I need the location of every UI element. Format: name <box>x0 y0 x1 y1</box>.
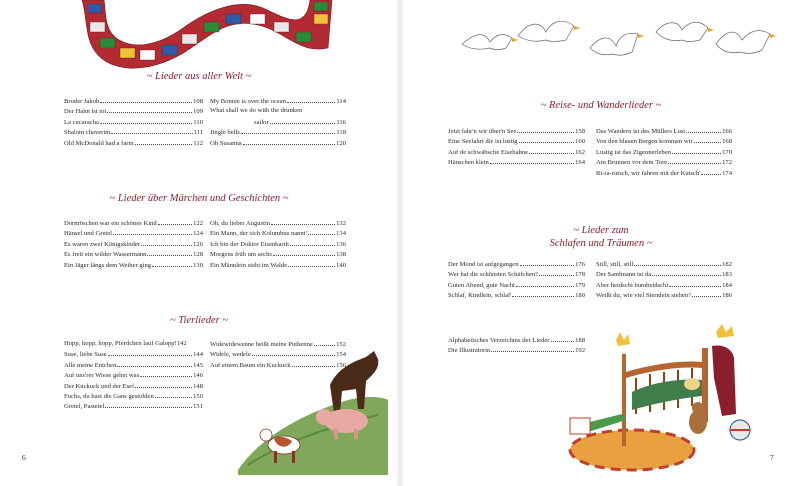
toc-entry <box>448 290 585 300</box>
toc-entry-title: Eine Seefahrt die ist lustig <box>448 138 518 146</box>
toc-entry-title: Hopp, hopp, hopp, Pferdchen lauf Galopp! <box>64 340 177 347</box>
toc-entry <box>210 96 346 106</box>
toc-dots <box>105 401 192 408</box>
toc-dots <box>100 117 192 124</box>
toc-entry-title: sailor <box>254 118 269 126</box>
toc-entry <box>64 96 203 106</box>
toc-entry-title: Der Mond ist aufgegangen <box>448 261 519 268</box>
section-heading-schlafen: ~ Lieder zum <box>573 225 629 236</box>
toc-entry <box>64 218 203 228</box>
toc-entry-page: 174 <box>722 169 732 177</box>
left-page <box>0 0 398 486</box>
toc-column <box>210 218 346 270</box>
toc-entry <box>64 249 203 259</box>
toc-entry-page: 109 <box>193 108 203 116</box>
toc-entry-title: Morgens früh um sechs <box>210 251 272 259</box>
toc-entry-page: 156 <box>336 361 346 369</box>
toc-entry-title: Jingle bells <box>210 129 240 137</box>
toc-entry <box>596 168 732 178</box>
toc-entry-title: Von den blauen Bergen kommen wir <box>596 138 693 146</box>
toc-entry <box>210 127 346 137</box>
toc-entry <box>210 106 346 116</box>
section-heading-maerchen: ~ Lieder über Märchen und Geschichten ~ <box>109 193 289 204</box>
toc-entry-title: Auf uns'rer Wiese gehet was <box>64 372 140 380</box>
toc-entry-page: 116 <box>336 118 346 126</box>
toc-entry-title: Ein Jäger längs dem Weiher ging <box>64 261 152 269</box>
toc-column <box>64 96 203 148</box>
toc-dots <box>270 117 336 124</box>
toc-entry-title: Es freit ein wilder Wassermann <box>64 251 147 259</box>
toc-entry-page: 145 <box>193 361 203 369</box>
toc-entry-title: Bruder Jakob <box>64 98 100 105</box>
toc-entry <box>64 391 203 401</box>
toc-dots <box>141 239 192 246</box>
toc-entry-title: Widewidewenne heißt meine Puthenne <box>210 341 313 348</box>
toc-entry <box>210 228 346 238</box>
toc-entry-page: 124 <box>193 230 203 238</box>
toc-dots <box>147 249 192 256</box>
page-number-left: 6 <box>22 453 26 462</box>
toc-entry <box>64 370 203 380</box>
toc-entry-page: 144 <box>193 351 203 359</box>
toc-dots <box>243 138 335 145</box>
toc-entry-title: Oh Susanna <box>210 139 242 147</box>
toc-entry <box>64 106 203 116</box>
toc-entry <box>64 239 203 249</box>
toc-entry-title: Ri-ra-rutsch, wir fahren mit der Kutsch' <box>596 169 701 177</box>
toc-entry-page: 178 <box>575 271 585 279</box>
toc-entry-page: 114 <box>336 98 346 105</box>
toc-entry <box>210 239 346 249</box>
toc-entry <box>64 117 203 127</box>
toc-column <box>210 96 346 148</box>
right-page <box>402 0 800 486</box>
toc-entry-title: Widele, wedele <box>210 351 251 359</box>
toc-entry <box>210 138 346 148</box>
toc-entry-page: 134 <box>336 230 346 238</box>
farm-animals-illustration <box>238 345 388 475</box>
toc-entry-title: Schlaf, Kindlein, schlaf' <box>448 292 512 300</box>
toc-entry-page: 168 <box>722 138 732 146</box>
toc-entry-page: 186 <box>722 292 732 300</box>
toc-entry-page: 150 <box>193 392 203 400</box>
toc-entry-title: Oh, du lieber Augustin <box>210 220 271 227</box>
section-heading-tierlieder: ~ Tierlieder ~ <box>169 315 229 326</box>
toc-dots <box>135 138 193 145</box>
toc-entry <box>64 360 203 370</box>
section-heading-reise: ~ Reise- und Wanderlieder ~ <box>540 100 662 111</box>
toc-entry-title: Der Sandmann ist da <box>596 271 652 279</box>
toc-dots <box>490 157 574 164</box>
toc-entry-page: 120 <box>336 139 346 147</box>
toc-entry-title: Shalom chaverim <box>64 129 111 137</box>
toc-entry <box>596 259 732 269</box>
toc-column <box>64 339 203 412</box>
toc-dots <box>539 269 574 276</box>
toc-dots <box>701 168 721 175</box>
toc-dots <box>516 280 574 287</box>
toc-entry-page: 126 <box>193 240 203 248</box>
toc-entry-page: 152 <box>336 341 346 348</box>
toc-entry-title: My Bonnie is over the ocean <box>210 98 286 105</box>
toc-entry-title: Weißt du, wie viel Sternlein stehen? <box>596 292 692 300</box>
toc-entry-page: 180 <box>575 292 585 300</box>
toc-dots <box>113 228 192 235</box>
toc-entry-page: 160 <box>575 138 585 146</box>
toc-entry-page: 192 <box>575 347 585 355</box>
toc-dots <box>111 127 192 134</box>
toc-entry-title: Der Kuckuck und der Esel <box>64 382 134 390</box>
toc-entry-page: 182 <box>722 261 732 268</box>
toc-entry-page: 132 <box>336 220 346 227</box>
toc-entry-page: 118 <box>336 129 346 137</box>
toc-dots <box>152 260 192 267</box>
toc-entry <box>210 117 346 127</box>
toc-entry-page: 170 <box>722 148 732 156</box>
toc-entry-title: Wer hat die schönsten Schäfchen? <box>448 271 538 279</box>
toc-entry-title: Ein Männlein steht im Walde <box>210 261 287 269</box>
sleeping-bed-illustration <box>562 318 762 478</box>
toc-entry-title: Auf de schwäbsche Eisebahne <box>448 148 529 156</box>
toc-dots <box>519 136 575 143</box>
section-heading-aller-welt: ~ Lieder aus aller Welt ~ <box>146 71 252 82</box>
toc-dots <box>686 126 721 133</box>
toc-entry-page: 166 <box>722 128 732 135</box>
toc-entry-page: 188 <box>575 337 585 344</box>
toc-dots <box>512 290 574 297</box>
toc-entry-page: 136 <box>336 240 346 248</box>
toc-column <box>448 126 585 168</box>
toc-entry <box>596 126 732 136</box>
toc-entry-page: 146 <box>193 372 203 380</box>
toc-entry-page: 183 <box>722 271 732 279</box>
toc-entry <box>64 349 203 359</box>
toc-dots <box>517 126 574 133</box>
toc-dots <box>290 239 335 246</box>
toc-entry-page: 154 <box>336 351 346 359</box>
toc-entry-page: 128 <box>193 251 203 259</box>
toc-entry-title: What shall we do with the drunken <box>210 107 303 115</box>
toc-entry-title: Ich bin der Doktor Eisenbarth <box>210 240 289 248</box>
toc-dots <box>271 218 335 225</box>
toc-dots <box>135 381 192 388</box>
toc-column <box>448 259 585 301</box>
toc-entry-title: Das Wandern ist des Müllers Lust <box>596 128 686 135</box>
toc-entry <box>596 280 732 290</box>
toc-entry-title: Alle meine Entchen <box>64 361 117 369</box>
toc-entry-page: 140 <box>336 261 346 269</box>
toc-dots <box>694 136 721 143</box>
toc-column <box>596 259 732 301</box>
toc-dots <box>672 147 721 154</box>
toc-dots <box>669 280 721 287</box>
toc-entry <box>448 157 585 167</box>
toc-entry <box>596 147 732 157</box>
toc-entry-title: La cucaracha <box>64 118 99 126</box>
toc-entry-page: 158 <box>575 128 585 135</box>
toc-entry-title: Aber heidschi bumbeidschi <box>596 281 669 289</box>
toc-entry-page: 142 <box>176 340 187 347</box>
toc-entry-page: 179 <box>575 281 585 289</box>
toc-dots <box>158 218 192 225</box>
toc-entry <box>596 290 732 300</box>
toc-entry <box>448 280 585 290</box>
toc-entry <box>64 228 203 238</box>
toc-entry <box>596 269 732 279</box>
toc-entry <box>64 339 203 349</box>
toc-entry-title: Still, still, still <box>596 261 634 268</box>
toc-entry <box>448 136 585 146</box>
toc-entry-title: Die Illustratorin <box>448 347 491 355</box>
toc-dots <box>287 96 335 103</box>
toc-entry-title: Old McDonald had a farm <box>64 139 134 147</box>
toc-entry <box>448 259 585 269</box>
toc-entry <box>448 126 585 136</box>
toc-column <box>596 126 732 178</box>
toc-entry <box>64 138 203 148</box>
toc-dots <box>155 391 192 398</box>
toc-entry-page: 162 <box>575 148 585 156</box>
toc-entry-page: 164 <box>575 159 585 167</box>
toc-entry-page: 151 <box>193 403 203 411</box>
toc-entry-title: Auf einem Baum ein Kuckuck <box>210 361 291 369</box>
toc-dots <box>668 157 721 164</box>
toc-entry-page: 138 <box>336 251 346 259</box>
toc-dots <box>117 360 192 367</box>
toc-entry-title: Guten Abend, gute Nacht <box>448 281 516 289</box>
toc-dots <box>140 370 192 377</box>
toc-entry <box>64 401 203 411</box>
toc-entry-page: 112 <box>193 139 203 147</box>
toc-entry-title: Hänschen klein <box>448 159 489 167</box>
toc-column <box>64 218 203 270</box>
toc-entry-title: Gretel, Pastetel <box>64 403 105 411</box>
toc-entry <box>448 269 585 279</box>
toc-entry-page: 108 <box>193 98 203 105</box>
toc-entry-page: 130 <box>193 261 203 269</box>
page-number-right: 7 <box>770 453 774 462</box>
toc-entry <box>596 157 732 167</box>
toc-entry-title: Suse, liebe Suse <box>64 351 107 359</box>
toc-dots <box>100 96 192 103</box>
toc-dots <box>692 290 721 297</box>
toc-dots <box>634 259 721 266</box>
toc-entry-page: 110 <box>193 118 203 126</box>
toc-entry <box>210 249 346 259</box>
toc-entry <box>64 381 203 391</box>
toc-entry-page: 122 <box>193 220 203 227</box>
toc-dots <box>288 260 335 267</box>
toc-entry-page: 148 <box>193 382 203 390</box>
toc-entry-title: Ein Mann, der sich Kolumbus nannt' <box>210 230 307 238</box>
toc-dots <box>108 349 192 356</box>
toc-dots <box>520 259 575 266</box>
toc-entry-title: Fuchs, du hast die Gans gestohlen <box>64 392 154 400</box>
toc-entry <box>448 147 585 157</box>
toc-entry-title: Alphabetisches Verzeichnis der Lieder <box>448 337 550 344</box>
toc-entry-page: 172 <box>722 159 732 167</box>
toc-dots <box>273 249 335 256</box>
section-heading-schlafen-line2: Schlafen und Träumen ~ <box>549 238 653 249</box>
toc-entry <box>596 136 732 146</box>
toc-entry-page: 111 <box>193 129 203 137</box>
toc-entry-title: Jetzt fahr'n wir über'n See <box>448 128 517 135</box>
toc-entry <box>210 218 346 228</box>
toc-entry-page: 176 <box>575 261 585 268</box>
toc-entry-title: Hänsel und Gretel <box>64 230 112 238</box>
toc-entry-title: Dornröschen war ein schönes Kind <box>64 220 157 227</box>
toc-entry-title: Lustig ist das Zigeunerleben <box>596 148 671 156</box>
toc-entry-title: Der Hahn ist tot <box>64 108 107 116</box>
seagulls-illustration <box>460 14 780 86</box>
toc-entry-title: Am Brunnen vor dem Tore <box>596 159 668 167</box>
toc-entry-page: 184 <box>722 281 732 289</box>
toc-dots <box>241 127 335 134</box>
toc-entry-title: Es waren zwei Königskinder <box>64 240 140 248</box>
toc-dots <box>308 228 335 235</box>
toc-entry <box>210 260 346 270</box>
toc-entry <box>64 127 203 137</box>
toc-dots <box>652 269 721 276</box>
toc-dots <box>529 147 574 154</box>
toc-entry <box>64 260 203 270</box>
toc-dots <box>107 106 192 113</box>
